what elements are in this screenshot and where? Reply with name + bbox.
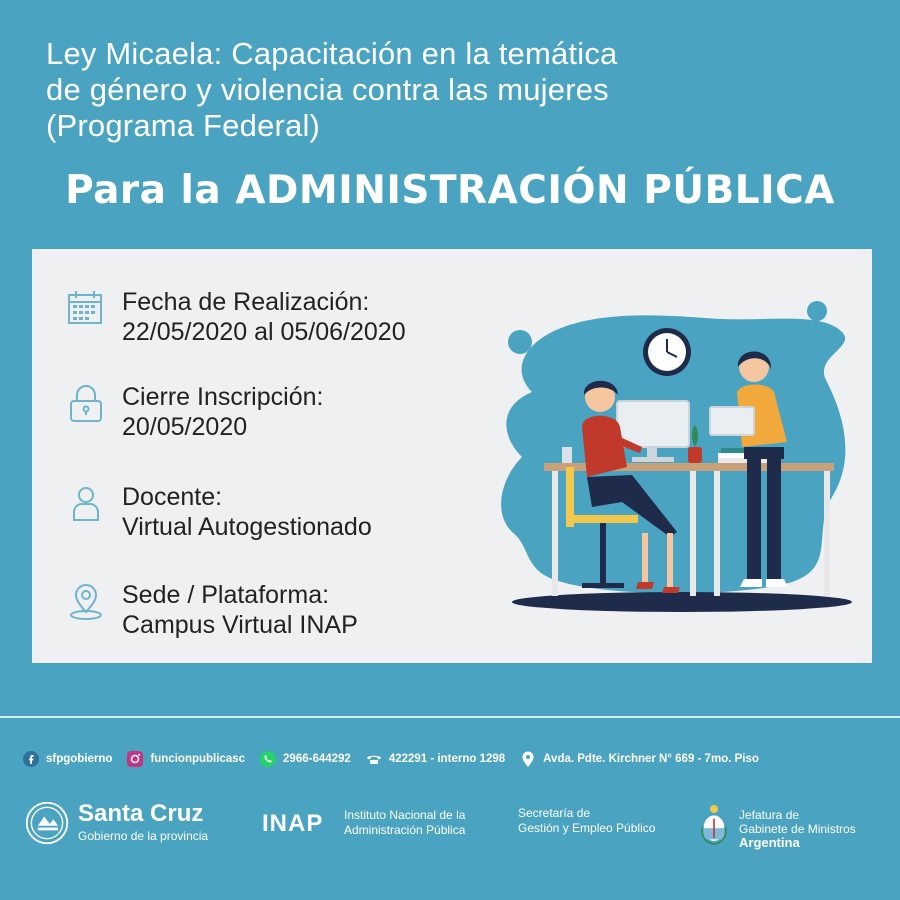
jefatura-line-2: Gabinete de Ministros	[739, 822, 856, 836]
contact-facebook[interactable]	[22, 750, 112, 768]
instagram-icon	[126, 750, 144, 768]
inap-logo: INAP	[262, 810, 324, 837]
inap-line-1: Instituto Nacional de la	[344, 808, 466, 822]
location-pin-icon	[66, 582, 106, 622]
contact-instagram[interactable]	[126, 750, 245, 768]
jefatura-line-3: Argentina	[739, 835, 800, 850]
secretaria-line-1: Secretaría de	[518, 806, 591, 820]
contact-address	[519, 750, 759, 768]
santa-cruz-seal-icon	[24, 798, 70, 848]
jefatura-line-1: Jefatura de	[739, 808, 800, 822]
secretaria-line-2: Gestión y Empleo Público	[518, 821, 656, 835]
info-card	[32, 249, 872, 663]
santa-cruz-name: Santa Cruz	[78, 800, 204, 827]
inap-line-2: Administración Pública	[344, 823, 466, 837]
person-icon	[66, 484, 106, 524]
subtitle-line-1: Ley Micaela: Capacitación en la temática	[46, 36, 618, 71]
phone-icon	[365, 750, 383, 768]
contact-bar	[22, 749, 892, 769]
footer-logos	[0, 792, 900, 862]
argentina-coat-of-arms-icon	[698, 800, 730, 850]
closing-label: Cierre Inscripción:	[122, 383, 324, 411]
whatsapp-number: 2966-644292	[283, 753, 351, 765]
subtitle-line-2: de género y violencia contra las mujeres	[46, 72, 609, 107]
jefatura-name	[739, 808, 856, 850]
phone-number: 422291 - interno 1298	[388, 753, 506, 765]
teacher-value: Virtual Autogestionado	[122, 513, 372, 541]
address-text: Avda. Pdte. Kirchner N° 669 - 7mo. Piso	[543, 753, 759, 765]
closing-value: 20/05/2020	[122, 413, 248, 441]
whatsapp-icon	[259, 750, 277, 768]
contact-phone[interactable]	[365, 750, 505, 768]
secretaria-name	[518, 806, 655, 836]
divider	[0, 716, 900, 718]
date-label: Fecha de Realización:	[122, 288, 370, 316]
venue-value: Campus Virtual INAP	[122, 611, 358, 639]
office-illustration	[492, 297, 872, 617]
subtitle-line-3: (Programa Federal)	[46, 108, 321, 143]
calendar-icon	[66, 289, 106, 329]
subtitle	[46, 36, 866, 144]
headline: Para la ADMINISTRACIÓN PÚBLICA	[65, 168, 835, 213]
wall-clock	[643, 328, 691, 376]
lock-icon	[66, 384, 106, 424]
location-pin-icon	[519, 750, 537, 768]
instagram-handle: funcionpublicasc	[150, 753, 246, 765]
santa-cruz-subtitle: Gobierno de la provincia	[78, 829, 209, 843]
teacher-label: Docente:	[122, 483, 223, 511]
venue-label: Sede / Plataforma:	[122, 581, 330, 609]
facebook-icon	[22, 750, 40, 768]
contact-whatsapp[interactable]	[259, 750, 351, 768]
inap-full-name	[344, 808, 465, 838]
date-value: 22/05/2020 al 05/06/2020	[122, 318, 406, 346]
facebook-handle: sfpgobierno	[46, 753, 113, 765]
